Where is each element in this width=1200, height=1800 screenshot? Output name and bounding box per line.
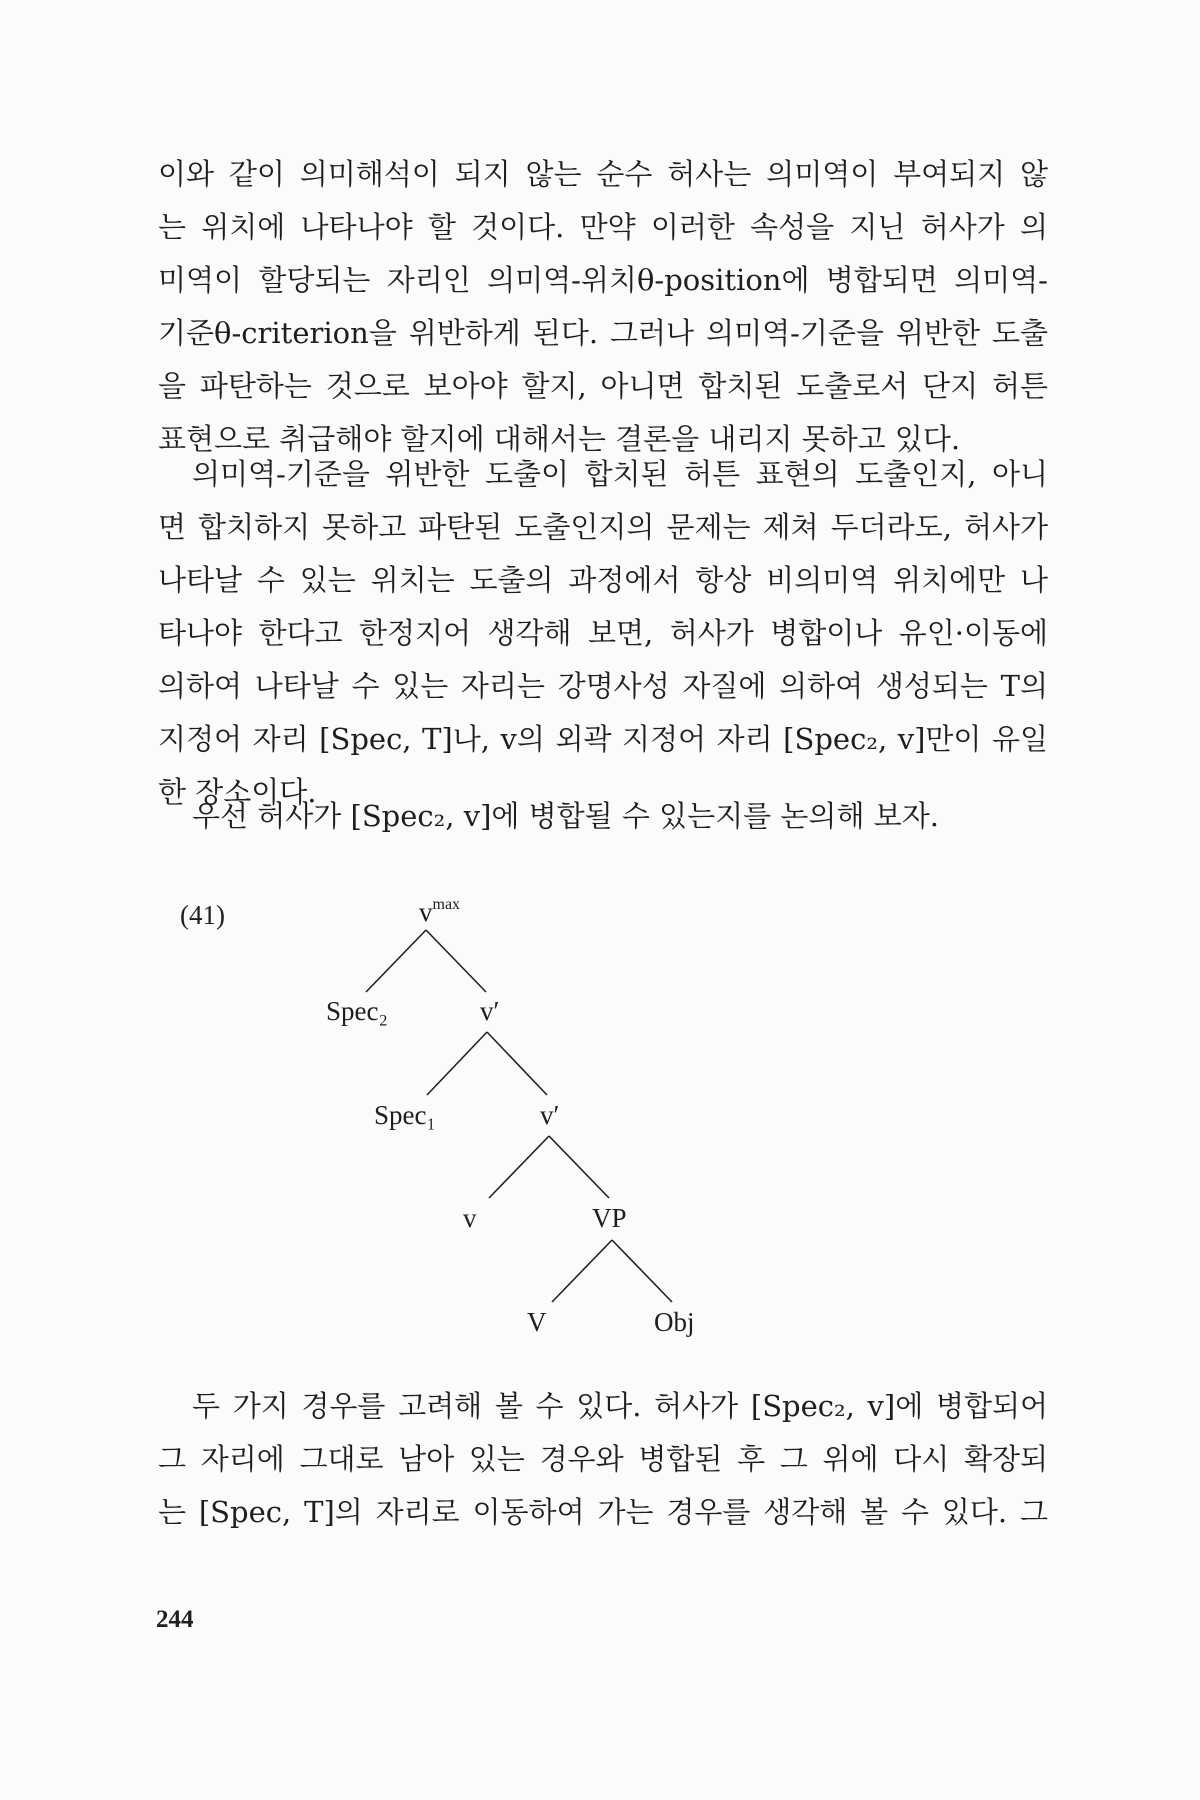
text-line: 표현으로 취급해야 할지에 대해서는 결론을 내리지 못하고 있다.	[158, 422, 961, 456]
node-vp: VP	[592, 1203, 627, 1233]
text-line: 의미역-기준을 위반한 도출이 합치된 허튼 표현의 도출인지, 아니	[192, 457, 1048, 491]
text-line: 한 장소이다.	[158, 775, 317, 809]
example-number: (41)	[180, 900, 225, 930]
text-line: 을 파탄하는 것으로 보아야 할지, 아니면 합치된 도출로서 단지 허튼	[158, 369, 1048, 403]
text-line: 의하여 나타날 수 있는 자리는 강명사성 자질에 의하여 생성되는 T의	[158, 669, 1048, 703]
text-line: 미역이 할당되는 자리인 의미역-위치θ-position에 병합되면 의미역-	[158, 263, 1048, 297]
text-line: 기준θ-criterion을 위반하게 된다. 그러나 의미역-기준을 위반한 도출	[158, 316, 1048, 350]
branch-vbar2-v	[489, 1136, 549, 1198]
node-vbar-upper: v′	[480, 996, 500, 1026]
branch-root-vbar	[426, 930, 486, 992]
node-vbar-lower: v′	[540, 1100, 560, 1130]
branch-vbar2-vp	[549, 1136, 609, 1198]
node-v-head: v	[463, 1203, 477, 1233]
text-line: 우선 허사가 [Spec₂, v]에 병합될 수 있는지를 논의해 보자.	[192, 799, 939, 833]
node-spec1: Spec₁	[374, 1100, 436, 1130]
page-number: 244	[156, 1606, 194, 1633]
text-line: 그 자리에 그대로 남아 있는 경우와 병합된 후 그 위에 다시 확장되	[158, 1442, 1048, 1476]
text-line: 는 [Spec, T]의 자리로 이동하여 가는 경우를 생각해 볼 수 있다. 그	[158, 1495, 1048, 1529]
text-line: 면 합치하지 못하고 파탄된 도출인지의 문제는 제쳐 두더라도, 허사가	[158, 510, 1048, 544]
branch-vbar-spec1	[427, 1032, 487, 1095]
text-line: 두 가지 경우를 고려해 볼 수 있다. 허사가 [Spec₂, v]에 병합되어	[192, 1389, 1048, 1423]
node-verb: V	[527, 1307, 547, 1337]
branch-root-spec2	[366, 930, 426, 992]
text-line: 지정어 자리 [Spec, T]나, v의 외곽 지정어 자리 [Spec₂, v]만이 유일	[158, 722, 1048, 756]
text-line: 타나야 한다고 한정지어 생각해 보면, 허사가 병합이나 유인·이동에	[158, 616, 1048, 650]
branch-vbar-vbar	[487, 1032, 547, 1095]
node-vmax-superscript: max	[432, 896, 461, 913]
node-object: Obj	[654, 1307, 695, 1337]
text-line: 나타날 수 있는 위치는 도출의 과정에서 항상 비의미역 위치에만 나	[158, 563, 1048, 597]
node-vmax: $v^{max}$	[419, 896, 461, 927]
text-line: 이와 같이 의미해석이 되지 않는 순수 허사는 의미역이 부여되지 않	[158, 157, 1048, 191]
branch-vp-verb	[552, 1240, 612, 1302]
paragraph-4	[158, 1380, 1048, 1539]
node-spec2: Spec₂	[326, 996, 388, 1026]
branch-vp-object	[612, 1240, 672, 1302]
text-line: 는 위치에 나타나야 할 것이다. 만약 이러한 속성을 지닌 허사가 의	[158, 210, 1048, 244]
